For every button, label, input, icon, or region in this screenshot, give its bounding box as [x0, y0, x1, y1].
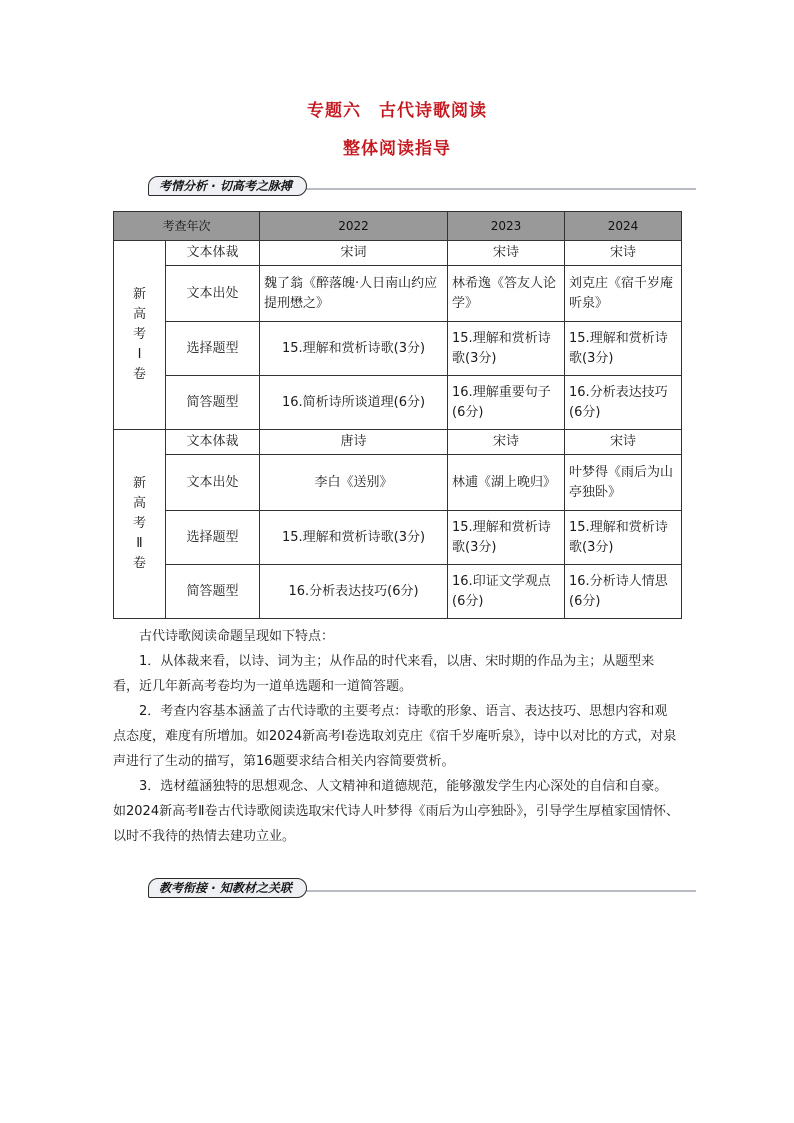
cell-2023: 16.印证文学观点(6分) [448, 565, 565, 619]
cell-2023: 15.理解和赏析诗歌(3分) [448, 322, 565, 376]
cell-2024: 16.分析诗人情思(6分) [565, 565, 682, 619]
cell-2024: 宋诗 [565, 430, 682, 455]
cell-2024: 刘克庄《宿千岁庵听泉》 [565, 266, 682, 322]
cell-2022: 15.理解和赏析诗歌(3分) [260, 322, 448, 376]
header-cell: 2022 [260, 212, 448, 241]
row-type: 文本体裁 [166, 430, 260, 455]
cell-2023: 15.理解和赏析诗歌(3分) [448, 511, 565, 565]
table-row [114, 430, 682, 455]
cell-2023: 16.理解重要句子(6分) [448, 376, 565, 430]
row-type: 文本出处 [166, 266, 260, 322]
header-cell: 考查年次 [114, 212, 260, 241]
analysis-text [113, 624, 679, 849]
cell-2022: 16.简析诗所谈道理(6分) [260, 376, 448, 430]
cell-2023: 林希逸《答友人论学》 [448, 266, 565, 322]
cell-2023: 宋诗 [448, 241, 565, 266]
cell-2022: 15.理解和赏析诗歌(3分) [260, 511, 448, 565]
exam-table [113, 211, 682, 619]
banner-label: 考情分析 · 切高考之脉搏 [148, 176, 307, 196]
group-label: 新 高 考 Ⅱ 卷 [114, 430, 166, 619]
page-title: 专题六 古代诗歌阅读 [307, 101, 487, 121]
cell-2022: 唐诗 [260, 430, 448, 455]
header-cell: 2024 [565, 212, 682, 241]
row-type: 文本出处 [166, 455, 260, 511]
cell-2022: 宋词 [260, 241, 448, 266]
cell-2024: 15.理解和赏析诗歌(3分) [565, 511, 682, 565]
section-banner-textbook-link [148, 876, 696, 900]
section-banner-exam-analysis [148, 174, 696, 198]
cell-2024: 15.理解和赏析诗歌(3分) [565, 322, 682, 376]
paragraph-intro: 古代诗歌阅读命题呈现如下特点： [139, 629, 335, 644]
cell-2023: 林逋《湖上晚归》 [448, 455, 565, 511]
group-label: 新 高 考 Ⅰ 卷 [114, 241, 166, 430]
cell-2022: 李白《送别》 [260, 455, 448, 511]
table-row [114, 455, 682, 511]
row-type: 文本体裁 [166, 241, 260, 266]
table-row [114, 241, 682, 266]
row-type: 简答题型 [166, 376, 260, 430]
cell-2024: 宋诗 [565, 241, 682, 266]
row-type: 选择题型 [166, 322, 260, 376]
header-cell: 2023 [448, 212, 565, 241]
cell-2024: 叶梦得《雨后为山亭独卧》 [565, 455, 682, 511]
table-row [114, 266, 682, 322]
cell-2022: 16.分析表达技巧(6分) [260, 565, 448, 619]
cell-2022: 魏了翁《醉落魄·人日南山约应提刑懋之》 [260, 266, 448, 322]
table-row [114, 511, 682, 565]
banner-label: 教考衔接 · 知教材之关联 [148, 878, 307, 898]
table-header-row [114, 212, 682, 241]
cell-2023: 宋诗 [448, 430, 565, 455]
paragraph-point-1: 1．从体裁来看，以诗、词为主；从作品的时代来看，以唐、宋时期的作品为主；从题型来看，近几年新高考卷均为一道单选题和一道简答题。 [113, 654, 655, 694]
cell-2024: 16.分析表达技巧(6分) [565, 376, 682, 430]
page-subtitle: 整体阅读指导 [343, 139, 451, 159]
paragraph-point-3: 3．选材蕴涵独特的思想观念、人文精神和道德规范，能够激发学生内心深处的自信和自豪。如2024新高考Ⅱ卷古代诗歌阅读选取宋代诗人叶梦得《雨后为山亭独卧》，引导学生厚植家国情怀、以时不我待的热情去建功立业。 [113, 779, 679, 844]
paragraph-point-2: 2．考查内容基本涵盖了古代诗歌的主要考点：诗歌的形象、语言、表达技巧、思想内容和观点态度，难度有所增加。如2024新高考Ⅰ卷选取刘克庄《宿千岁庵听泉》，诗中以对比的方式，对泉声进行了生动的描写，第16题要求结合相关内容简要赏析。 [113, 704, 677, 769]
table-row [114, 565, 682, 619]
table-row [114, 376, 682, 430]
table-row [114, 322, 682, 376]
row-type: 简答题型 [166, 565, 260, 619]
row-type: 选择题型 [166, 511, 260, 565]
